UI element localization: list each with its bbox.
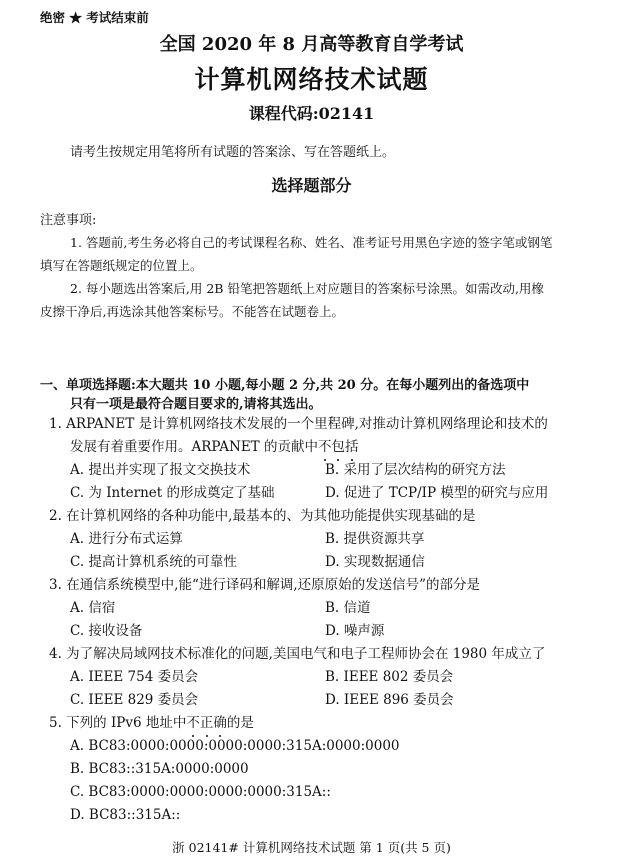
paper-title: 计算机网络技术试题 bbox=[194, 65, 429, 94]
q4-option-d: D. IEEE 896 委员会 bbox=[325, 692, 454, 708]
q3-option-c: C. 接收设备 bbox=[70, 623, 143, 639]
section-title: 选择题部分 bbox=[271, 176, 352, 195]
note-2-line-1: 2. 每小题选出答案后,用 2B 铅笔把答题纸上对应题目的答案标号涂黑。如需改动,用橡 bbox=[70, 281, 544, 296]
instruction: 请考生按规定用笔将所有试题的答案涂、写在答题纸上。 bbox=[70, 145, 396, 160]
q4-option-c: C. IEEE 829 委员会 bbox=[70, 692, 199, 708]
q3-option-a: A. 信宿 bbox=[70, 600, 116, 616]
notes-title: 注意事项: bbox=[40, 213, 97, 228]
question-3-line-1: 3. 在通信系统模型中,能“进行译码和解调,还原原始的发送信号”的部分是 bbox=[49, 577, 481, 593]
q5-option-d: D. BC83::315A:: bbox=[70, 807, 181, 823]
course-code: 课程代码:02141 bbox=[248, 104, 375, 123]
q5-option-c: C. BC83:0000:0000:0000:0000:315A:: bbox=[70, 784, 331, 800]
question-2-line-1: 2. 在计算机网络的各种功能中,最基本的、为其他功能提供实现基础的是 bbox=[49, 508, 476, 524]
q1-option-d: D. 促进了 TCP/IP 模型的研究与应用 bbox=[325, 485, 549, 501]
q1-option-a: A. 提出并实现了报文交换技术 bbox=[70, 462, 251, 478]
emphasis-char: 不 bbox=[317, 439, 332, 455]
q2-option-c: C. 提高计算机系统的可靠性 bbox=[70, 554, 237, 570]
question-5-text-pre: 5. 下列的 IPv6 地址中 bbox=[49, 715, 187, 731]
q5-option-a: A. BC83:0000:0000:0000:0000:315A:0000:0000 bbox=[70, 738, 400, 754]
note-2-line-2: 皮擦干净后,再选涂其他答案标号。不能答在试题卷上。 bbox=[40, 304, 344, 319]
part1-heading-line-1: 一、单项选择题:本大题共 10 小题,每小题 2 分,共 20 分。在每小题列出的备选项中 bbox=[40, 378, 530, 393]
question-4-line-1: 4. 为了解决局域网技术标准化的问题,美国电气和电子工程师协会在 1980 年成立了 bbox=[49, 646, 546, 662]
q1-option-c: C. 为 Internet 的形成奠定了基础 bbox=[70, 485, 275, 501]
question-1-line-2 bbox=[70, 439, 358, 456]
secret-mark: 绝密 ★ 考试结束前 bbox=[40, 10, 149, 25]
emphasis-char: 正 bbox=[199, 715, 214, 731]
note-1-line-2: 填写在答题纸规定的位置上。 bbox=[40, 258, 203, 273]
question-5-text-post: 的是 bbox=[226, 715, 254, 731]
q3-option-b: B. 信道 bbox=[325, 600, 371, 616]
note-1-line-1: 1. 答题前,考生务必将自己的考试课程名称、姓名、准考证号用黑色字迹的签字笔或钢笔 bbox=[70, 235, 553, 250]
emphasis-char: 包 bbox=[331, 439, 345, 455]
q2-option-d: D. 实现数据通信 bbox=[325, 554, 425, 570]
emphasis-char: 括 bbox=[344, 439, 359, 455]
part1-heading-line-2: 只有一项是最符合题目要求的,请将其选出。 bbox=[70, 397, 322, 412]
q3-option-d: D. 噪声源 bbox=[325, 623, 385, 639]
q2-option-b: B. 提供资源共享 bbox=[325, 531, 425, 547]
q2-option-a: A. 进行分布式运算 bbox=[70, 531, 183, 547]
q4-option-a: A. IEEE 754 委员会 bbox=[70, 669, 199, 685]
emphasis-char: 不 bbox=[186, 715, 200, 731]
question-1-line-1: 1. ARPANET 是计算机网络技术发展的一个里程碑,对推动计算机网络理论和技术的 bbox=[49, 416, 548, 432]
exam-title: 全国 2020 年 8 月高等教育自学考试 bbox=[159, 34, 464, 55]
q1-option-b: B. 采用了层次结构的研究方法 bbox=[325, 462, 506, 478]
page-footer: 浙 02141# 计算机网络技术试题 第 1 页(共 5 页) bbox=[172, 840, 451, 855]
question-5-line-1 bbox=[49, 715, 254, 732]
q5-option-b: B. BC83::315A:0000:0000 bbox=[70, 761, 249, 777]
emphasis-char: 确 bbox=[213, 715, 227, 731]
q4-option-b: B. IEEE 802 委员会 bbox=[325, 669, 454, 685]
question-1-line-2-text: 发展有着重要作用。ARPANET 的贡献中 bbox=[70, 439, 318, 455]
